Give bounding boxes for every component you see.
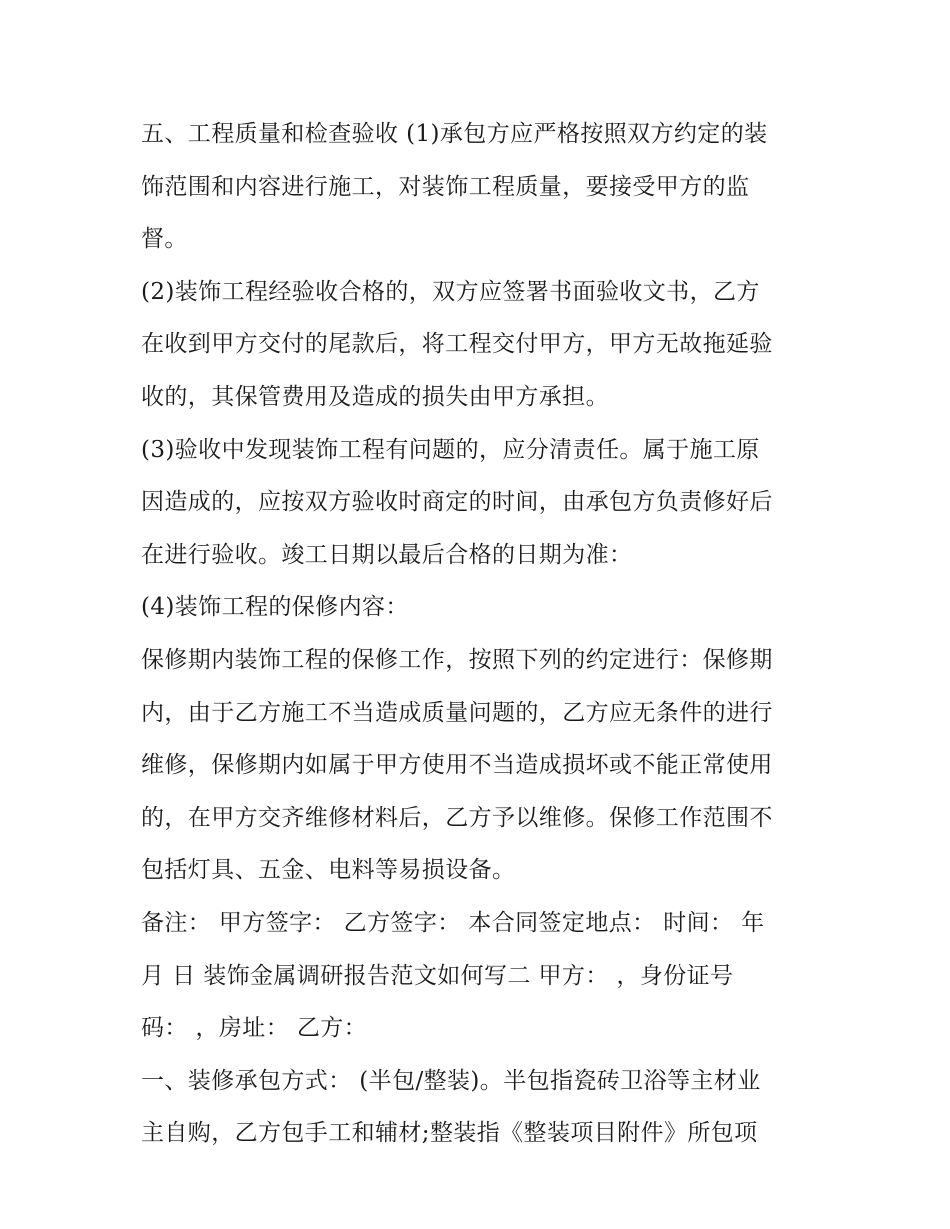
text-line: 内，由于乙方施工不当造成质量问题的，乙方应无条件的进行 [141, 699, 773, 726]
text-line: 包括灯具、五金、电料等易损设备。 [141, 857, 516, 884]
document-body [141, 108, 821, 1160]
text-line: 收的，其保管费用及造成的损失由甲方承担。 [141, 383, 609, 410]
text-line: 保修期内装饰工程的保修工作，按照下列的约定进行：保修期 [141, 646, 773, 673]
text-line: 月 日 装饰金属调研报告范文如何写二 甲方： ，身份证号 [141, 962, 734, 989]
text-line: 饰范围和内容进行施工，对装饰工程质量，要接受甲方的监 [141, 173, 750, 200]
text-line: (3)验收中发现装饰工程有问题的，应分清责任。属于施工原 [141, 436, 760, 463]
text-line: 在收到甲方交付的尾款后，将工程交付甲方，甲方无故拖延验 [141, 331, 773, 358]
text-line: 因造成的，应按双方验收时商定的时间，由承包方负责修好后 [141, 489, 773, 516]
text-line: 主自购，乙方包手工和辅材;整装指《整装项目附件》所包项 [141, 1120, 758, 1147]
text-line: 五、工程质量和检查验收 (1)承包方应严格按照双方约定的装 [141, 121, 768, 147]
text-line: 备注： 甲方签字： 乙方签字： 本合同签定地点： 时间： 年 [141, 909, 765, 936]
text-line: 的，在甲方交齐维修材料后，乙方予以维修。保修工作范围不 [141, 804, 773, 831]
text-line: 维修，保修期内如属于甲方使用不当造成损坏或不能正常使用 [141, 752, 773, 779]
text-line: 督。 [141, 226, 188, 253]
text-line: 在进行验收。竣工日期以最后合格的日期为准： [141, 541, 633, 568]
text-line: (4)装饰工程的保修内容： [141, 594, 409, 621]
text-line: 一、装修承包方式： (半包/整装)。半包指瓷砖卫浴等主材业 [141, 1067, 761, 1094]
text-line: (2)装饰工程经验收合格的，双方应签署书面验收文书，乙方 [141, 278, 760, 305]
text-line: 码： ，房址： 乙方： [141, 1015, 368, 1042]
